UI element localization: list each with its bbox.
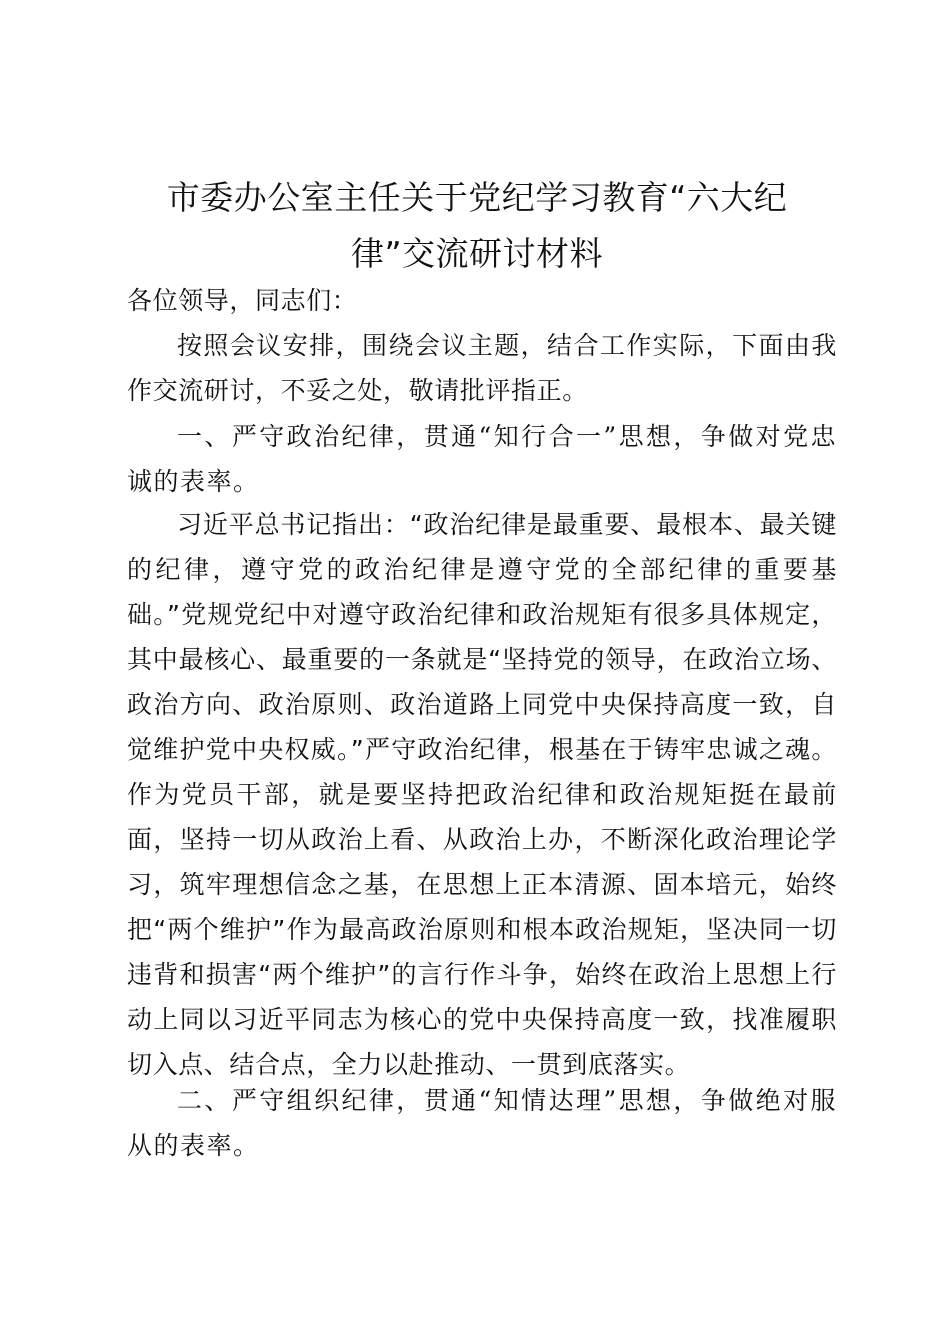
section-one-heading: 一、严守政治纪律，贯通“知行合一”思想，争做对党忠诚的表率。	[127, 422, 837, 496]
salutation: 各位领导，同志们：	[127, 286, 358, 315]
section-two-heading: 二、严守组织纪律，贯通“知情达理”思想，争做绝对服从的表率。	[127, 1086, 837, 1160]
intro-paragraph: 按照会议安排，围绕会议主题，结合工作实际，下面由我作交流研讨，不妥之处，敬请批评指正。	[127, 331, 837, 405]
document-title: 市委办公室主任关于党纪学习教育“六大纪律”交流研讨材料	[166, 178, 788, 273]
section-one-body: 习近平总书记指出：“政治纪律是最重要、最根本、最关键的纪律，遵守党的政治纪律是遵守党的全部纪律的重要基础。”党规党纪中对遵守政治纪律和政治规矩有很多具体规定，其中最核心、最重要的一条就是“坚持党的领导，在政治立场、政治方向、政治原则、政治道路上同党中央保持高度一致，自觉维护党中央权威。”严守政治纪律，根基在于铸牢忠诚之魂。作为党员干部，就是要坚持把政治纪律和政治规矩挺在最前面，坚持一切从政治上看、从政治上办，不断深化政治理论学习，筑牢理想信念之基，在思想上正本清源、固本培元，始终把“两个维护”作为最高政治原则和根本政治规矩，坚决同一切违背和损害“两个维护”的言行作斗争，始终在政治上思想上行动上同以习近平同志为核心的党中央保持高度一致，找准履职切入点、结合点，全力以赴推动、一贯到底落实。	[127, 510, 837, 1079]
